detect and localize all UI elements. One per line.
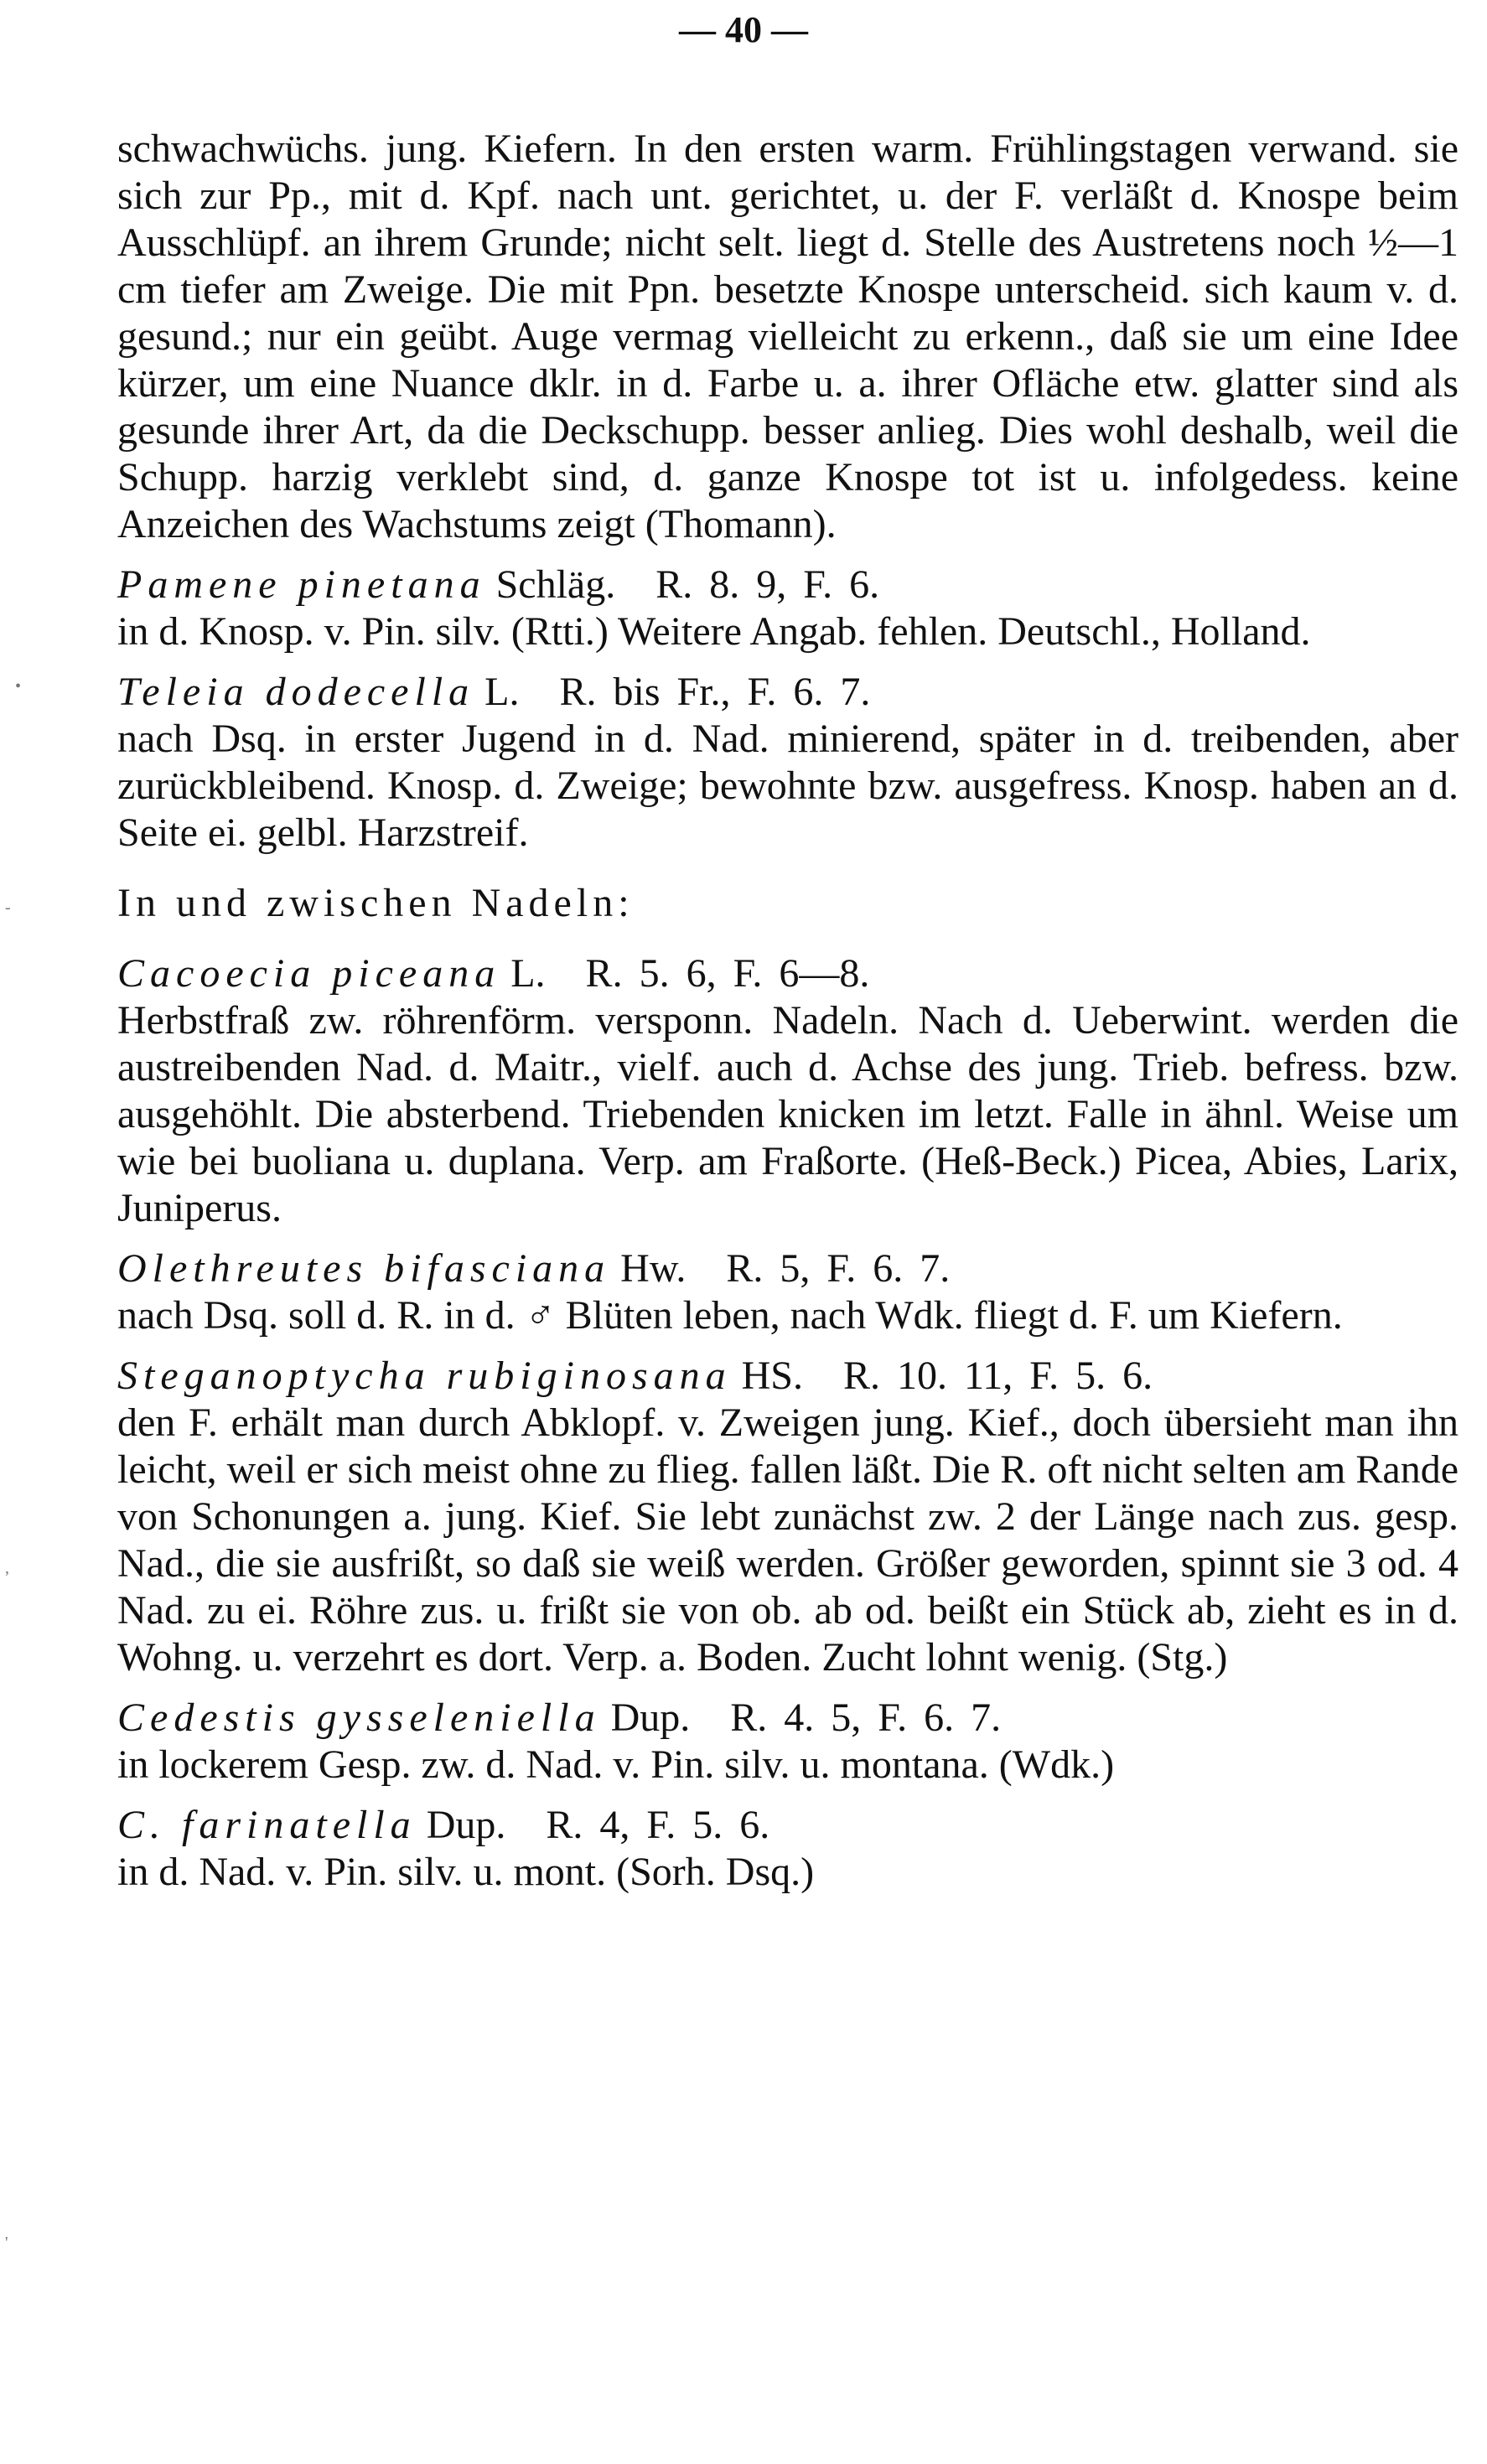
section-heading: In und zwischen Nadeln:	[117, 881, 635, 925]
entry-description: in d. Nad. v. Pin. silv. u. mont. (Sorh. Dsq.)	[117, 1850, 815, 1894]
entry-heading	[117, 669, 1459, 716]
species-author: Hw.	[620, 1246, 687, 1291]
entry-heading	[117, 1695, 1459, 1742]
entry-description: nach Dsq. soll d. R. in d. ♂ Blüten leben, nach Wdk. fliegt d. F. um Kiefern.	[117, 1293, 1343, 1338]
entry-heading	[117, 562, 1459, 608]
margin-dash-mark: ,	[5, 1559, 13, 1577]
entry-description: in lockerem Gesp. zw. d. Nad. v. Pin. silv. u. montana. (Wdk.)	[117, 1742, 1115, 1787]
entry-description: in d. Knosp. v. Pin. silv. (Rtti.) Weitere Angab. fehlen. Deutschl., Holland.	[117, 609, 1311, 654]
species-name: Cacoecia piceana	[117, 951, 501, 996]
species-name: Teleia dodecella	[117, 670, 475, 714]
entry-heading	[117, 1802, 1459, 1849]
entry-description: nach Dsq. in erster Jugend in d. Nad. minierend, später in d. treibenden, aber zurückbleibend. Knosp. d. Zweige; bewohnte bzw. ausgefress. Knosp. haben an d. Seite ei. gelbl. Harzstreif.	[117, 717, 1459, 855]
species-name: Pamene pinetana	[117, 562, 486, 607]
entry-pamene-pinetana	[117, 562, 1459, 655]
entry-olethreutes-bifasciana	[117, 1245, 1459, 1339]
species-author: L.	[510, 951, 546, 996]
species-name: Cedestis gysseleniella	[117, 1695, 601, 1740]
entry-heading	[117, 1245, 1459, 1292]
entry-description: Herbstfraß zw. röhrenförm. versponn. Nadeln. Nach d. Ueberwint. werden die austreibenden Nad. d. Maitr., vielf. auch d. Achse des jung. Trieb. befress. bzw. ausgehöhlt. Die absterbend. Triebenden knicken im letzt. Falle in ähnl. Weise um wie bei buoliana u. duplana. Verp. am Fraßorte. (Heß-Beck.) Picea, Abies, Larix, Juniperus.	[117, 998, 1459, 1230]
species-period: R. 4. 5, F. 6. 7.	[730, 1695, 1002, 1740]
species-period: R. 5. 6, F. 6—8.	[585, 951, 870, 996]
entry-steganoptycha-rubiginosana	[117, 1353, 1459, 1681]
margin-dash-mark: -	[5, 898, 14, 917]
margin-dot-mark: •	[15, 677, 25, 696]
species-name: Olethreutes bifasciana	[117, 1246, 611, 1291]
species-period: R. 10. 11, F. 5. 6.	[842, 1354, 1153, 1398]
entry-cacoecia-piceana	[117, 950, 1459, 1232]
species-author: Dup.	[610, 1695, 691, 1740]
species-name: C. farinatella	[117, 1803, 417, 1847]
species-author: Schläg.	[495, 562, 616, 607]
entry-teleia-dodecella	[117, 669, 1459, 857]
body-text	[117, 126, 1459, 1896]
intro-paragraph: schwachwüchs. jung. Kiefern. In den ersten warm. Frühlingstagen verwand. sie sich zur Pp., mit d. Kpf. nach unt. gerichtet, u. der F. verläßt d. Knospe beim Ausschlüpf. an ihrem Grunde; nicht selt. liegt d. Stelle des Austretens noch ½—1 cm tiefer am Zweige. Die mit Ppn. besetzte Knospe unterscheid. sich kaum v. d. gesund.; nur ein geübt. Auge vermag vielleicht zu erkenn., daß sie um eine Idee kürzer, um eine Nuance dklr. in d. Farbe u. a. ihrer Ofläche etw. glatter sind als gesunde ihrer Art, da die Deckschupp. besser anlieg. Dies wohl deshalb, weil die Schupp. harzig verklebt sind, d. ganze Knospe tot ist u. infolgedess. keine Anzeichen des Wachstums zeigt (Thomann).	[117, 127, 1459, 546]
species-name: Steganoptycha rubiginosana	[117, 1354, 732, 1398]
entry-cedestis-gysseleniella	[117, 1695, 1459, 1788]
entry-description: den F. erhält man durch Abklopf. v. Zweigen jung. Kief., doch übersieht man ihn leicht, weil er sich meist ohne zu flieg. fallen läßt. Die R. oft nicht selten am Rande von Schonungen a. jung. Kief. Sie lebt zunächst zw. 2 der Länge nach zus. gesp. Nad., die sie ausfrißt, so daß sie weiß werden. Größer geworden, spinnt sie 3 od. 4 Nad. zu ei. Röhre zus. u. frißt sie von ob. ab od. beißt ein Stück ab, zieht es in d. Wohng. u. verzehrt es dort. Verp. a. Boden. Zucht lohnt wenig. (Stg.)	[117, 1400, 1459, 1680]
species-author: L.	[484, 670, 520, 714]
species-author: Dup.	[426, 1803, 506, 1847]
margin-dash-mark: '	[5, 2234, 12, 2252]
species-period: R. 4, F. 5. 6.	[546, 1803, 770, 1847]
species-period: R. 5, F. 6. 7.	[726, 1246, 951, 1291]
entry-heading	[117, 1353, 1459, 1400]
entry-heading	[117, 950, 1459, 997]
species-author: HS.	[741, 1354, 803, 1398]
page-number: — 40 —	[679, 9, 808, 50]
entry-cedestis-farinatella	[117, 1802, 1459, 1896]
species-period: R. bis Fr., F. 6. 7.	[559, 670, 871, 714]
species-period: R. 8. 9, F. 6.	[655, 562, 880, 607]
